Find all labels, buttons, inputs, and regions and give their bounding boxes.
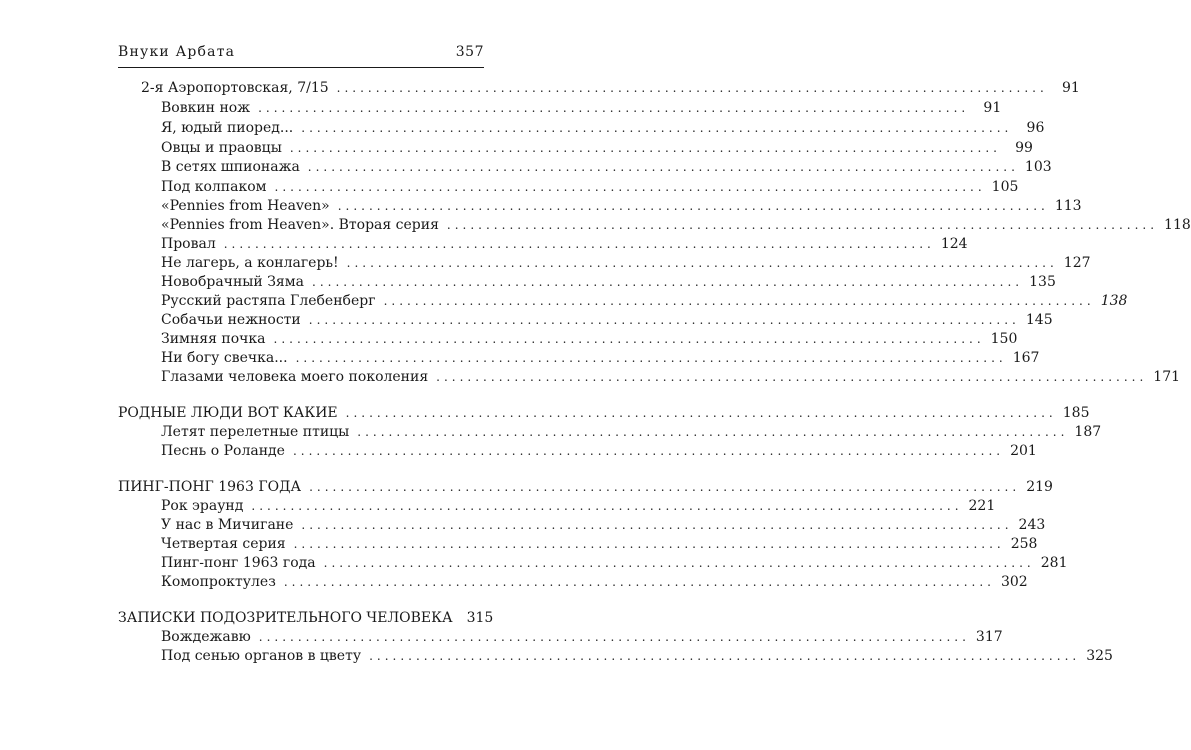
toc-entry[interactable] — [161, 627, 1003, 647]
toc-entry-page: 258 — [1010, 536, 1038, 552]
toc-section-page: 219 — [1026, 479, 1053, 495]
toc-entry-page: 99 — [1015, 140, 1033, 156]
toc-section[interactable] — [118, 608, 494, 628]
toc-entry-page: 201 — [1010, 443, 1037, 459]
toc-entry-title: У нас в Мичигане — [161, 517, 294, 533]
toc-entry[interactable] — [161, 253, 1091, 273]
toc-entry[interactable] — [161, 441, 1037, 461]
toc-section-page: 185 — [1062, 405, 1090, 421]
leader-dots: ........................................................................................... — [301, 518, 1013, 532]
leader-dots: ........................................................................................... — [258, 630, 970, 644]
toc-entry[interactable] — [161, 329, 1018, 349]
toc-entry-title: Ни богу свечка... — [161, 350, 288, 366]
toc-entry-page: 221 — [968, 498, 996, 514]
toc-entry[interactable] — [161, 157, 1052, 177]
toc-entry[interactable] — [161, 348, 1040, 368]
leader-dots: ........................................................................................... — [289, 141, 1001, 155]
toc-entry-page: 325 — [1086, 648, 1113, 664]
toc-entry-title: Комопроктулез — [161, 574, 276, 590]
leader-dots: ........................................................................................... — [295, 351, 1007, 365]
toc-entry-page: 103 — [1024, 159, 1052, 175]
toc-entry-title: Под сенью органов в цвету — [161, 648, 362, 664]
leader-dots: ........................................................................................... — [292, 444, 1005, 458]
leader-dots: ........................................................................................... — [293, 537, 1005, 551]
leader-dots: ........................................................................................... — [223, 237, 935, 251]
toc-entry[interactable] — [161, 177, 1019, 197]
toc-entry-page: 118 — [1164, 217, 1191, 233]
toc-entry[interactable] — [161, 138, 1033, 158]
toc-entry-title: Овцы и праовцы — [161, 140, 282, 156]
leader-dots: ........................................................................................... — [258, 101, 970, 115]
leader-dots: ........................................................................................... — [251, 499, 963, 513]
toc-entry-title: Вождежавю — [161, 629, 251, 645]
toc-entry[interactable] — [161, 496, 996, 516]
toc-entry-page: 187 — [1074, 424, 1102, 440]
toc-entry-title: Собачьи нежности — [161, 312, 301, 328]
toc-entry[interactable] — [161, 272, 1056, 292]
toc-entry[interactable] — [161, 553, 1068, 573]
toc-section[interactable] — [118, 477, 1053, 497]
toc-entry-page: 113 — [1054, 198, 1082, 214]
toc-entry[interactable] — [161, 534, 1038, 554]
toc-entry-page: 167 — [1012, 350, 1040, 366]
toc-entry-title: Глазами человека моего поколения — [161, 369, 429, 385]
toc-entry-title: Провал — [161, 236, 216, 252]
toc-entry-page: 145 — [1025, 312, 1053, 328]
toc-section-page: 315 — [466, 610, 494, 626]
toc-section-title: ПИНГ-ПОНГ 1963 ГОДА — [118, 479, 302, 495]
leader-dots: ........................................................................................... — [307, 160, 1019, 174]
leader-dots: ........................................................................................... — [323, 556, 1035, 570]
toc-section[interactable] — [118, 403, 1090, 423]
toc-entry[interactable] — [161, 215, 1191, 235]
leader-dots: ........................................................................................... — [369, 649, 1081, 663]
toc-entry-title: Рок эраунд — [161, 498, 244, 514]
toc-entry-page: 124 — [940, 236, 968, 252]
leader-dots: ........................................................................................... — [273, 332, 985, 346]
toc-entry-title: Летят перелетные птицы — [161, 424, 350, 440]
toc-entry-title: 2-я Аэропортовская, 7/15 — [141, 80, 329, 96]
toc-entry-page: 281 — [1040, 555, 1068, 571]
leader-dots: ........................................................................................... — [436, 370, 1148, 384]
toc-entry[interactable] — [161, 118, 1045, 138]
toc-entry[interactable] — [161, 515, 1046, 535]
toc-entry[interactable] — [161, 310, 1053, 330]
leader-dots: ........................................................................................... — [309, 480, 1021, 494]
leader-dots: ........................................................................................... — [301, 121, 1013, 135]
toc-entry-page: 91 — [983, 100, 1002, 116]
toc-section-title: ЗАПИСКИ ПОДОЗРИТЕЛЬНОГО ЧЕЛОВЕКА — [118, 610, 453, 626]
toc-entry-page: 105 — [991, 179, 1019, 195]
leader-dots: ........................................................................................... — [283, 575, 995, 589]
leader-dots: ........................................................................................... — [308, 313, 1020, 327]
toc-entry[interactable] — [161, 367, 1181, 387]
page-number: 357 — [455, 44, 484, 60]
toc-entry[interactable] — [161, 196, 1082, 216]
toc-entry-title: Вовкин нож — [161, 100, 251, 116]
toc-entry-title: Четвертая серия — [161, 536, 286, 552]
leader-dots: ........................................................................................... — [312, 275, 1024, 289]
toc-entry[interactable] — [161, 572, 1028, 592]
toc-entry-page: 127 — [1063, 255, 1091, 271]
leader-dots: ........................................................................................... — [274, 180, 986, 194]
toc-entry-title: Пинг-понг 1963 года — [161, 555, 316, 571]
toc-entry-page: 317 — [975, 629, 1003, 645]
toc-entry[interactable] — [161, 291, 1128, 311]
leader-dots: ........................................................................................... — [336, 81, 1048, 95]
toc-entry-page: 135 — [1029, 274, 1056, 290]
leader-dots: ........................................................................................... — [446, 218, 1159, 232]
toc-entry-title: Не лагерь, а конлагерь! — [161, 255, 339, 271]
leader-dots: ........................................................................................... — [357, 425, 1069, 439]
leader-dots: ........................................................................................... — [383, 294, 1095, 308]
toc-entry[interactable] — [161, 646, 1113, 666]
toc-entry-title: «Pennies from Heaven» — [161, 198, 330, 214]
toc-entry[interactable] — [161, 98, 1002, 118]
toc-entry-page: 138 — [1100, 293, 1128, 309]
toc-entry[interactable] — [161, 234, 968, 254]
toc-entry-title: Зимняя почка — [161, 331, 266, 347]
leader-dots: ........................................................................................... — [345, 406, 1057, 420]
toc-entry-page: 96 — [1026, 120, 1045, 136]
toc-entry-page: 171 — [1153, 369, 1181, 385]
toc-entry[interactable] — [161, 422, 1102, 442]
toc-entry-title: Под колпаком — [161, 179, 267, 195]
leader-dots: ........................................................................................... — [337, 199, 1049, 213]
toc-entry-title: Я, юдый пиоред... — [161, 120, 294, 136]
toc-entry-title: Новобрачный Зяма — [161, 274, 304, 290]
toc-entry-page: 243 — [1018, 517, 1046, 533]
toc-entry-title: Песнь о Роланде — [161, 443, 285, 459]
toc-entry-title: Русский растяпа Глебенберг — [161, 293, 376, 309]
book-title: Внуки Арбата — [118, 44, 236, 60]
toc-section-title: РОДНЫЕ ЛЮДИ ВОТ КАКИЕ — [118, 405, 338, 421]
toc-entry-page: 302 — [1000, 574, 1028, 590]
toc-entry-title: В сетях шпионажа — [161, 159, 300, 175]
toc-entry-page: 91 — [1061, 80, 1080, 96]
toc-entry[interactable] — [141, 78, 1080, 98]
leader-dots: ........................................................................................... — [346, 256, 1058, 270]
toc-entry-page: 150 — [990, 331, 1018, 347]
toc-entry-title: «Pennies from Heaven». Вторая серия — [161, 217, 439, 233]
